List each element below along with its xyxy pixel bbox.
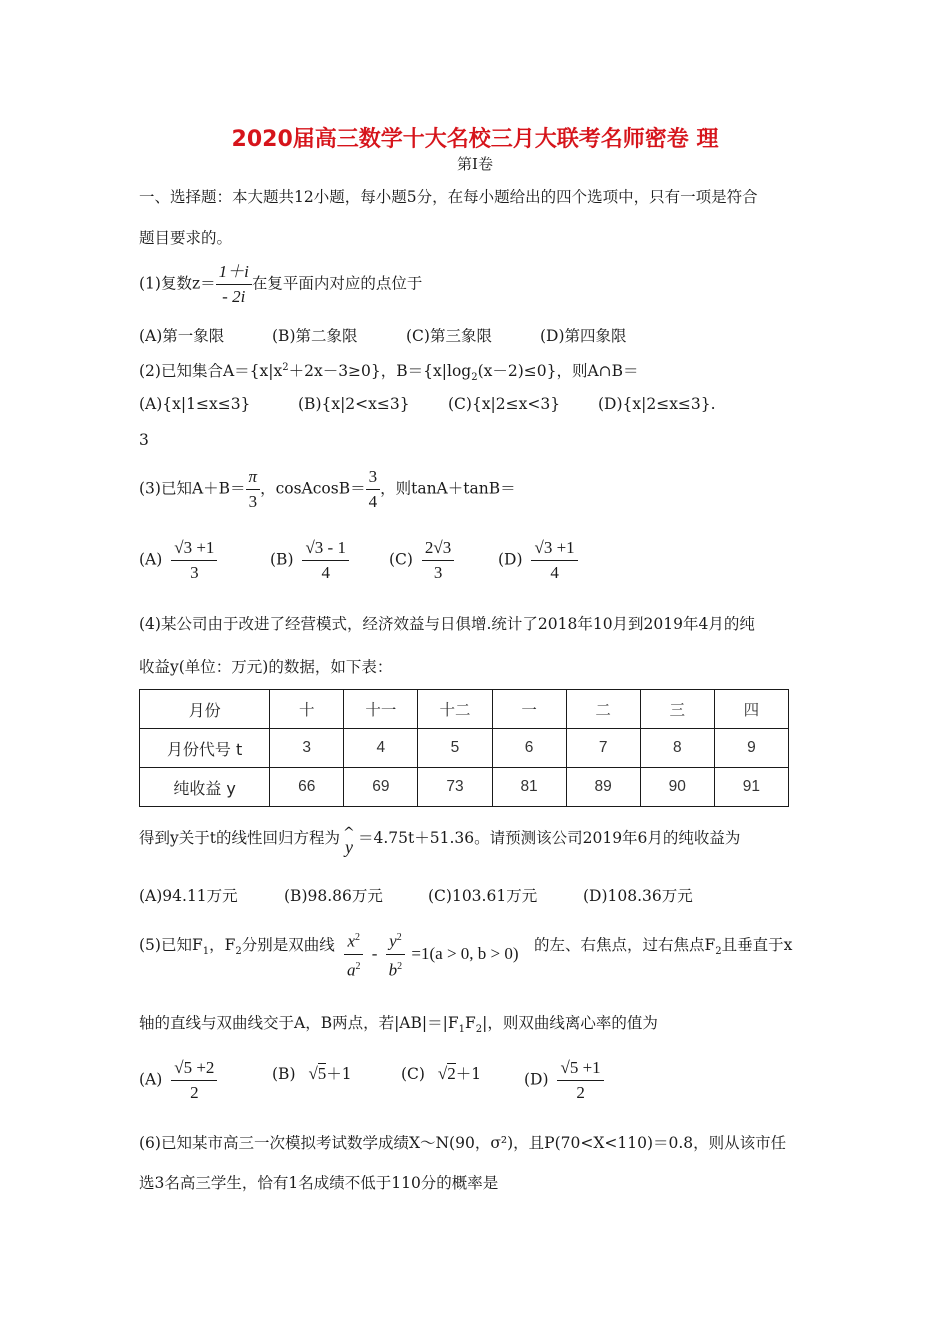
q4-option-c: (C)103.61万元 xyxy=(428,887,538,905)
q4-y-var: y xyxy=(345,837,353,857)
q5-x: x xyxy=(347,931,356,951)
section-intro-line2: 题目要求的。 xyxy=(139,229,233,247)
q3-fraction-1 xyxy=(246,467,261,512)
table-cell: 十 xyxy=(270,690,344,729)
q5-sub1: 1 xyxy=(202,946,210,958)
section-intro-line1: 一、选择题：本大题共12小题，每小题5分，在每小题给出的四个选项中，只有一项是符合 xyxy=(139,188,758,206)
q3-option-d-label: (D) xyxy=(498,550,523,569)
q5-frac-y xyxy=(386,928,406,980)
q4-reg-prefix: 得到y关于t的线性回归方程为 xyxy=(139,829,340,847)
q5-sub2: 2 xyxy=(235,946,242,958)
table-cell: 十一 xyxy=(344,690,418,729)
q5-sub4: 1 xyxy=(458,1024,465,1036)
q3-option-b-label: (B) xyxy=(270,550,294,569)
q2-stem-b: ＋2x－3≥0}，B＝{x|log xyxy=(288,362,472,380)
question-3-stem xyxy=(139,467,516,512)
q5-sub5: 2 xyxy=(475,1024,483,1036)
table-cell: 十二 xyxy=(418,690,492,729)
q5-sub3: 2 xyxy=(715,946,722,958)
q3-option-c xyxy=(389,538,454,583)
q3-option-d xyxy=(498,538,578,583)
table-cell: 5 xyxy=(418,729,492,768)
q3-fraction-2 xyxy=(366,467,381,512)
q3-option-c-coef: 2 xyxy=(424,538,434,557)
q3-mid: ，cosAcosB＝ xyxy=(260,479,366,498)
table-cell: 90 xyxy=(640,768,714,807)
q5-line2 xyxy=(139,1011,658,1035)
q5-line2-b: F xyxy=(464,1014,476,1032)
q5-suffix-a: 的左、右焦点，过右焦点F xyxy=(534,936,716,954)
q1-option-a: (A)第一象限 xyxy=(139,327,225,345)
table-cell: 69 xyxy=(344,768,418,807)
q4-regression-line xyxy=(139,825,741,857)
q3-option-a-den: 3 xyxy=(190,563,199,582)
table-cell: 8 xyxy=(640,729,714,768)
page-title: 2020届高三数学十大名校三月大联考名师密卷 理 xyxy=(231,127,719,152)
q4-option-a: (A)94.11万元 xyxy=(139,887,238,905)
q5-mid1: ，F xyxy=(209,936,236,954)
table-cell: 7 xyxy=(566,729,640,768)
q3-option-c-radicand: 3 xyxy=(442,538,452,557)
q3-option-b-den: 4 xyxy=(321,563,330,582)
q2-option-b: (B){x|2<x≤3} xyxy=(298,395,410,413)
table-row-header: 月份 xyxy=(140,690,270,729)
q3-option-c-num: 2√3 xyxy=(422,538,454,561)
q3-option-d-fraction xyxy=(531,538,577,583)
q4-option-d: (D)108.36万元 xyxy=(583,887,693,905)
q5-option-b: (B) √5＋1 xyxy=(272,1064,352,1083)
q5-y: y xyxy=(389,931,397,951)
table-cell: 3 xyxy=(270,729,344,768)
q4-option-b: (B)98.86万元 xyxy=(284,887,383,905)
q5-frac-x xyxy=(344,928,364,980)
q1-option-b: (B)第二象限 xyxy=(272,327,358,345)
q5-stem-prefix xyxy=(139,933,335,957)
q5-line2-c: |，则双曲线离心率的值为 xyxy=(482,1014,658,1032)
q3-option-d-tail: +1 xyxy=(552,538,575,557)
q3-option-b-fraction xyxy=(302,538,349,583)
q3-option-a-num: √3 +1 xyxy=(171,538,217,561)
q3-option-b-tail: - 1 xyxy=(323,538,346,557)
table-row-header: 月份代号 t xyxy=(140,729,270,768)
q5-sq4: 2 xyxy=(397,960,403,972)
table-cell: 91 xyxy=(714,768,788,807)
q3-option-a-fraction xyxy=(171,538,217,583)
q3-prefix: (3)已知A＋B＝ xyxy=(139,479,246,498)
q5-stem-suffix xyxy=(534,933,792,957)
q3-option-c-label: (C) xyxy=(389,550,413,569)
table-cell: 9 xyxy=(714,729,788,768)
q5-b-tail: ＋1 xyxy=(326,1065,352,1083)
q2-stem-a: (2)已知集合A＝{x|x xyxy=(139,362,283,380)
q5-c-tail: ＋1 xyxy=(455,1065,482,1083)
q4-hat-mark: ^ xyxy=(343,825,355,841)
q3-option-a xyxy=(139,538,217,583)
question-2-stem xyxy=(139,359,639,383)
question-1-stem xyxy=(139,262,422,307)
q5-minus: - xyxy=(371,944,378,964)
table-row-header: 纯收益 y xyxy=(140,768,270,807)
q3-option-d-num: √3 +1 xyxy=(531,538,577,561)
q2-stem-c: (x－2)≤0}，则A∩B＝ xyxy=(477,362,639,380)
q1-denominator: - 2i xyxy=(222,287,246,306)
q4-yhat xyxy=(340,825,358,857)
q5-option-a-label: (A) xyxy=(139,1070,163,1089)
q2-superscript: 2 xyxy=(282,361,289,373)
q5-a-den: 2 xyxy=(190,1083,199,1102)
table-row xyxy=(140,768,789,807)
q2-option-a: (A){x|1≤x≤3} xyxy=(139,395,251,413)
q3-f2-num: 3 xyxy=(366,467,381,490)
q3-option-a-label: (A) xyxy=(139,550,163,569)
q3-option-c-fraction xyxy=(422,538,454,583)
q5-a-rad: 5 xyxy=(183,1058,193,1077)
table-cell: 三 xyxy=(640,690,714,729)
q5-option-a-fraction: $\frac{√5 +2}{2}$ xyxy=(171,1058,217,1103)
q1-fraction xyxy=(216,262,252,307)
q5-a: a xyxy=(347,960,356,980)
q2-subscript: 2 xyxy=(471,372,478,384)
q1-numerator: 1＋i xyxy=(216,262,252,285)
q3-option-d-radicand: 3 xyxy=(543,538,553,557)
table-cell: 89 xyxy=(566,768,640,807)
q5-option-c-label: (C) xyxy=(401,1065,425,1083)
q4-reg-suffix: ＝4.75t＋51.36。请预测该公司2019年6月的纯收益为 xyxy=(358,829,741,847)
revenue-table xyxy=(139,689,789,807)
q5-line2-a: 轴的直线与双曲线交于A，B两点，若|AB|＝|F xyxy=(139,1014,459,1032)
q3-f1-den: 3 xyxy=(248,492,258,511)
q5-d-rad: 5 xyxy=(569,1058,579,1077)
q5-sq2: 2 xyxy=(355,960,361,972)
q3-option-b-num: √3 - 1 xyxy=(302,538,349,561)
q5-mid2: 分别是双曲线 xyxy=(241,936,335,954)
q4-line1: (4)某公司由于改进了经营模式，经济效益与日俱增.统计了2018年10月到2019年4月的纯 xyxy=(139,615,755,633)
q3-option-a-tail: +1 xyxy=(192,538,215,557)
table-cell: 4 xyxy=(344,729,418,768)
q3-option-d-den: 4 xyxy=(550,563,559,582)
q4-line2: 收益y(单位：万元)的数据，如下表： xyxy=(139,658,393,676)
q5-option-d-fraction: $\frac{√5 +1}{2}$ xyxy=(557,1058,603,1103)
q1-option-c: (C)第三象限 xyxy=(406,327,492,345)
q2-option-d: (D){x|2≤x≤3}. xyxy=(598,395,716,413)
q5-hyperbola-equation xyxy=(344,928,519,980)
q3-option-b xyxy=(270,538,349,583)
table-cell: 73 xyxy=(418,768,492,807)
table-row xyxy=(140,729,789,768)
q5-option-d xyxy=(524,1058,604,1103)
q5-d-tail: +1 xyxy=(578,1058,601,1077)
q5-option-a xyxy=(139,1058,217,1103)
stray-number: 3 xyxy=(139,431,149,449)
q1-suffix: 在复平面内对应的点位于 xyxy=(251,274,423,293)
q5-d-den: 2 xyxy=(576,1083,585,1102)
q2-option-c: (C){x|2≤x<3} xyxy=(448,395,561,413)
table-cell: 66 xyxy=(270,768,344,807)
q5-a-tail: +2 xyxy=(192,1058,215,1077)
table-cell: 6 xyxy=(492,729,566,768)
q1-prefix: (1)复数z＝ xyxy=(139,274,216,293)
q3-option-a-radicand: 3 xyxy=(183,538,193,557)
q5-sq1: 2 xyxy=(355,932,361,943)
q5-option-b-label: (B) xyxy=(272,1065,296,1083)
q1-option-d: (D)第四象限 xyxy=(540,327,627,345)
q3-option-c-den: 3 xyxy=(433,563,443,582)
q3-f1-num: π xyxy=(246,467,261,490)
q5-b: b xyxy=(388,960,398,980)
q5-sq3: 2 xyxy=(396,932,402,943)
q5-c-rad: 2 xyxy=(447,1064,456,1083)
table-cell: 四 xyxy=(714,690,788,729)
q6-line2: 选3名高三学生，恰有1名成绩不低于110分的概率是 xyxy=(139,1174,499,1192)
table-row xyxy=(140,690,789,729)
q5-eq: =1(a > 0, b > 0) xyxy=(411,944,519,964)
table-cell: 二 xyxy=(566,690,640,729)
q5-prefix: (5)已知F xyxy=(139,936,203,954)
page-subtitle: 第Ⅰ卷 xyxy=(457,155,493,173)
q3-suffix: ，则tanA＋tanB＝ xyxy=(380,479,516,498)
q3-option-b-radicand: 3 xyxy=(314,538,324,557)
q6-line1: (6)已知某市高三一次模拟考试数学成绩X～N(90，σ²)，且P(70<X<110)＝0.8，则从该市任 xyxy=(139,1134,787,1152)
q5-b-rad: 5 xyxy=(317,1064,327,1083)
q3-f2-den: 4 xyxy=(368,492,378,511)
q5-option-c: (C) √2＋1 xyxy=(401,1064,482,1083)
table-cell: 一 xyxy=(492,690,566,729)
table-cell: 81 xyxy=(492,768,566,807)
q5-suffix-b: 且垂直于x xyxy=(721,936,793,954)
q5-option-d-label: (D) xyxy=(524,1070,549,1089)
